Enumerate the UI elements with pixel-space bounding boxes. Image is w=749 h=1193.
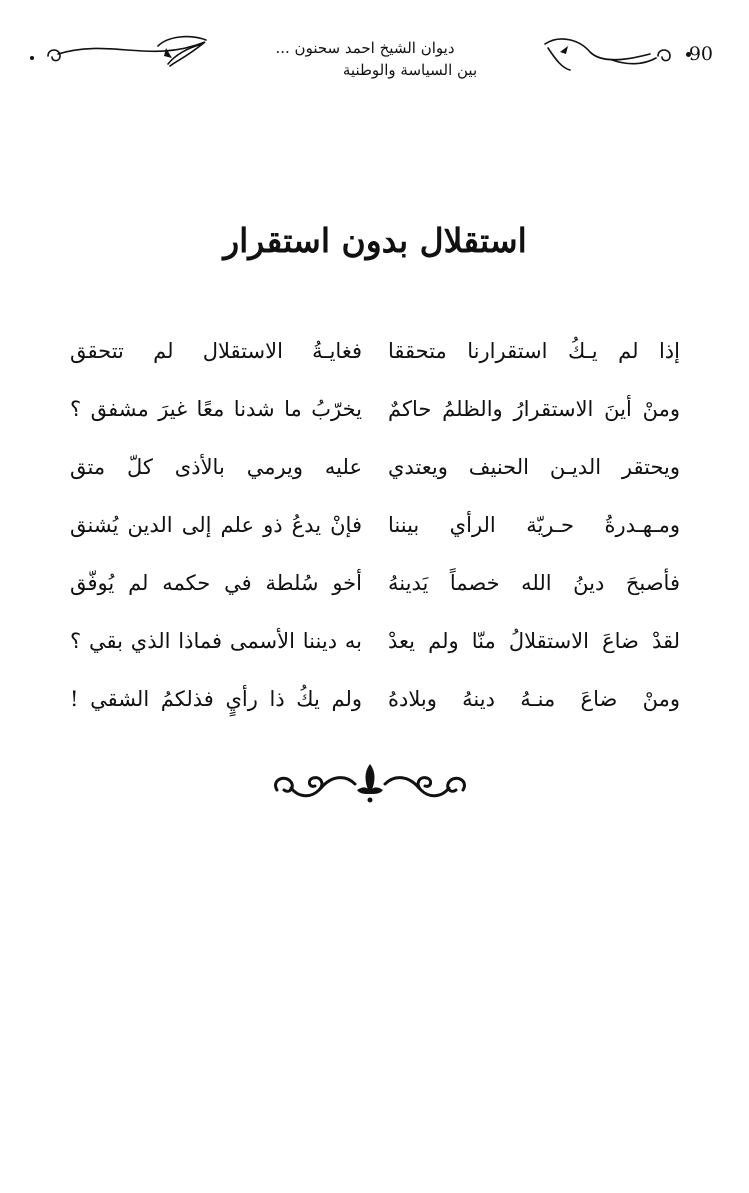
page-number: 90 [688, 43, 713, 65]
verse-second-hemistich: عليه ويرمي بالأذى كلّ متق [70, 455, 362, 479]
poem-verses [70, 326, 680, 732]
verse-second-hemistich: أخو سُلطة في حكمه لم يُوفّق [70, 571, 362, 595]
verse-first-hemistich: إذا لم يـكُ استقرارنا متحققا [388, 339, 680, 363]
verse-second-hemistich: به ديننا الأسمى فماذا الذي بقي ؟ [70, 629, 362, 653]
verse-first-hemistich: ومـهـدرةُ حـريّة الرأي بيننا [388, 513, 680, 537]
verse-first-hemistich: ومنْ ضاعَ منـهُ دينهُ وبلادهُ [388, 687, 680, 711]
running-title-book: ديوان الشيخ احمد سحنون ... [275, 39, 455, 57]
verse-line [70, 326, 680, 384]
verse-second-hemistich: فإنْ يدعُ ذو علم إلى الدين يُشنق [70, 513, 362, 537]
running-title [215, 37, 545, 87]
page-header [0, 18, 749, 88]
verse-first-hemistich: ومنْ أينَ الاستقرارُ والظلمُ حاكمٌ [388, 397, 680, 421]
verse-line [70, 500, 680, 558]
running-title-section: بين السياسة والوطنية [342, 61, 478, 79]
poem-title: استقلال بدون استقرار [223, 221, 527, 260]
verse-line [70, 616, 680, 674]
verse-second-hemistich: ولم يكُ ذا رأيٍ فذلكمُ الشقي ! [70, 687, 362, 711]
verse-line [70, 558, 680, 616]
verse-line [70, 442, 680, 500]
verse-line [70, 384, 680, 442]
scroll-ornament-icon [265, 760, 475, 810]
verse-second-hemistich: فغايـةُ الاستقلال لم تتحقق [70, 339, 362, 363]
verse-second-hemistich: يخرّبُ ما شدنا معًا غيرَ مشفق ؟ [70, 397, 362, 421]
verse-first-hemistich: ويحتقر الديـن الحنيف ويعتدي [388, 455, 680, 479]
verse-line [70, 674, 680, 732]
verse-first-hemistich: لقدْ ضاعَ الاستقلالُ منّا ولم يعدْ [388, 629, 680, 653]
verse-first-hemistich: فأصبحَ دينُ الله خصماً يَدينهُ [388, 571, 680, 595]
